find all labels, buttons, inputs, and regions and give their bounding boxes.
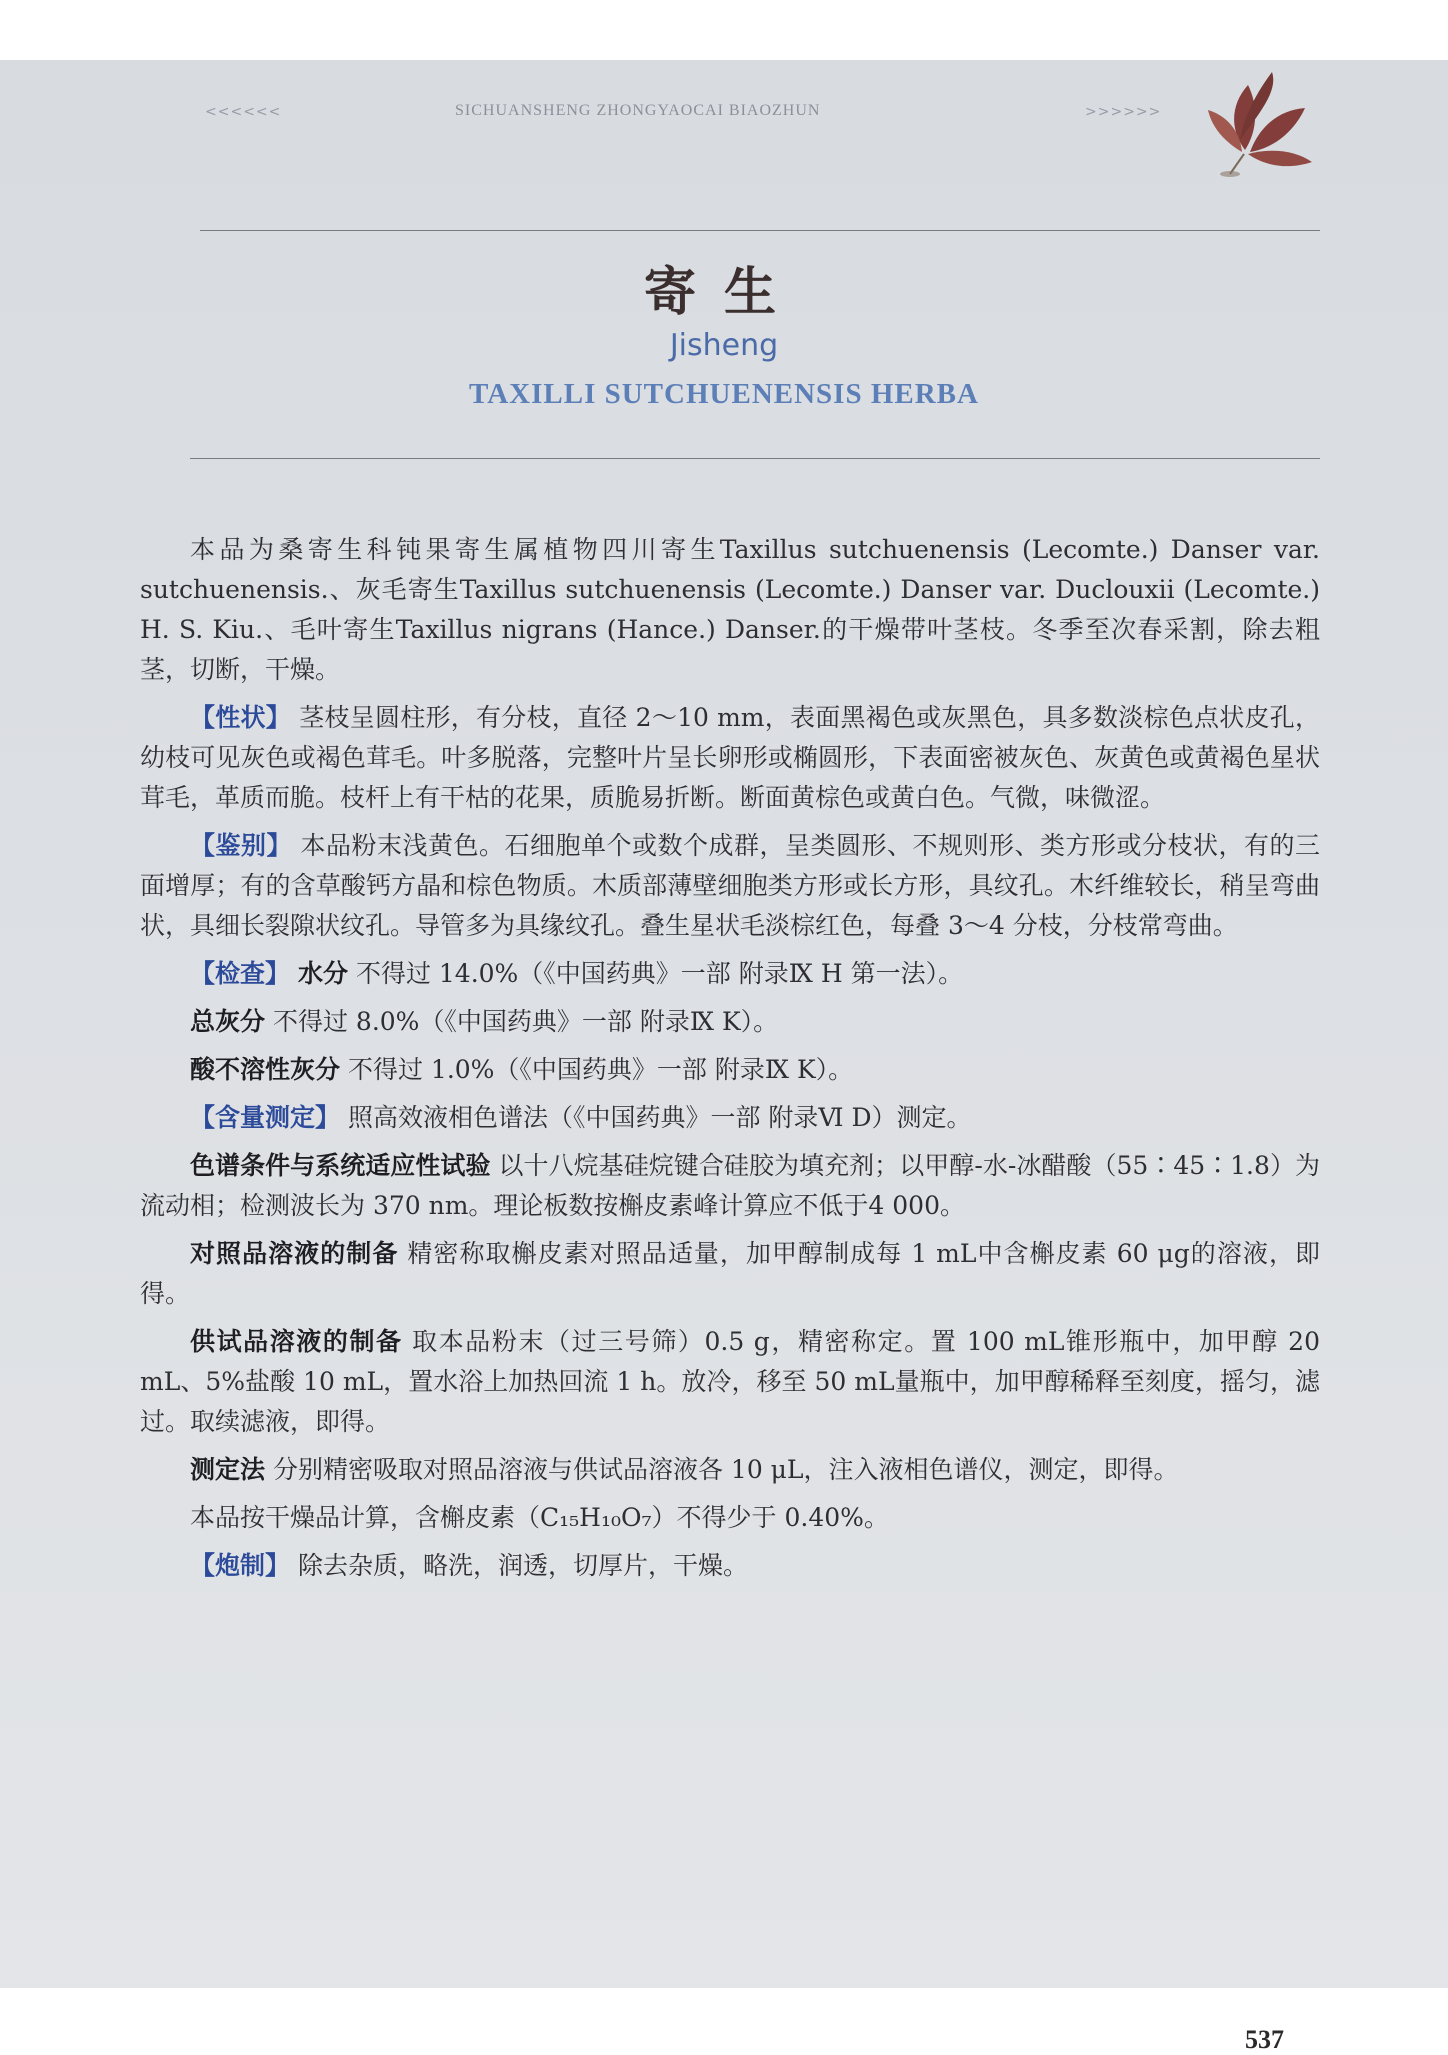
lead-reference-solution: 对照品溶液的制备 <box>190 1239 399 1268</box>
leaf-logo-icon <box>1200 70 1320 180</box>
running-title: SICHUANSHENG ZHONGYAOCAI BIAOZHUN <box>455 102 821 119</box>
page-title-pinyin: Jisheng <box>669 328 779 363</box>
paragraph-text: 以十八烷基硅烷键合硅胶为填充剂；以甲醇-水-冰醋酸（55∶45∶1.8）为流动相；检测波长为 370 nm。理论板数按槲皮素峰计算应不低于4 000。 <box>140 1151 1320 1220</box>
lead-test-solution: 供试品溶液的制备 <box>190 1327 403 1356</box>
top-rule <box>200 230 1320 231</box>
lead-acid-insoluble-ash: 酸不溶性灰分 <box>190 1055 341 1084</box>
page-number: 537 <box>1245 2025 1284 2054</box>
paragraph-text: 不得过 14.0%（《中国药典》一部 附录Ⅸ H 第一法）。 <box>355 959 964 988</box>
lead-procedure: 测定法 <box>190 1455 266 1484</box>
paragraph-text: 本品粉末浅黄色。石细胞单个或数个成群，呈类圆形、不规则形、类方形或分枝状，有的三面增厚；有的含草酸钙方晶和棕色物质。木质部薄壁细胞类方形或长方形，具纹孔。木纤维较长，稍呈弯曲状，具细长裂隙状纹孔。导管多为具缘纹孔。叠生星状毛淡棕红色，每叠 3～4 分枝，分枝常弯曲。 <box>140 831 1320 940</box>
acid-insoluble-ash-paragraph <box>140 1050 1320 1090</box>
assay-paragraph <box>140 1098 1320 1138</box>
lead-moisture: 水分 <box>297 959 348 988</box>
paragraph-text: 精密称取槲皮素对照品适量，加甲醇制成每 1 mL中含槲皮素 60 μg的溶液，即得。 <box>140 1239 1320 1308</box>
paragraph-text: 茎枝呈圆柱形，有分枝，直径 2～10 mm，表面黑褐色或灰黑色，具多数淡棕色点状皮孔，幼枝可见灰色或褐色茸毛。叶多脱落，完整叶片呈长卵形或椭圆形，下表面密被灰色、灰黄色或黄褐色星状茸毛，革质而脆。枝杆上有干枯的花果，质脆易折断。断面黄棕色或黄白色。气微，味微涩。 <box>140 703 1320 812</box>
page-title-latin: TAXILLI SUTCHUENENSIS HERBA <box>469 378 979 410</box>
section-head-assay: 【含量测定】 <box>190 1103 341 1132</box>
total-ash-paragraph <box>140 1002 1320 1042</box>
book-page <box>0 60 1448 2054</box>
section-head-description: 【性状】 <box>190 703 292 732</box>
lead-chromatographic-conditions: 色谱条件与系统适应性试验 <box>190 1151 491 1180</box>
section-head-processing: 【炮制】 <box>190 1551 291 1580</box>
monograph-body <box>140 530 1320 1594</box>
header-left-mark: <<<<<< <box>205 104 282 120</box>
intro-paragraph <box>140 530 1320 690</box>
processing-paragraph <box>140 1546 1320 1586</box>
procedure-paragraph <box>140 1450 1320 1490</box>
paragraph-text: 取本品粉末（过三号筛）0.5 g，精密称定。置 100 mL锥形瓶中，加甲醇 20 mL、5%盐酸 10 mL，置水浴上加热回流 1 h。放冷，移至 50 mL量瓶中，加甲醇稀释至刻度，摇匀，滤过。取续滤液，即得。 <box>140 1327 1320 1436</box>
paragraph-text: 分别精密吸取对照品溶液与供试品溶液各 10 μL，注入液相色谱仪，测定，即得。 <box>272 1455 1179 1484</box>
identification-paragraph <box>140 826 1320 946</box>
paragraph-text: 本品为桑寄生科钝果寄生属植物四川寄生Taxillus sutchuenensis (Lecomte.) Danser var. sutchuenensis.、灰毛寄生Taxillus sutchuenensis (Lecomte.) Danser var. Duclouxii (Lecomte.) H. S. Kiu.、毛叶寄生Taxillus nigrans (Hance.) Danser.的干燥带叶茎枝。冬季至次春采割，除去粗茎，切断，干燥。 <box>140 535 1320 684</box>
paragraph-text: 除去杂质，略洗，润透，切厚片，干燥。 <box>297 1551 748 1580</box>
paragraph-text: 照高效液相色谱法（《中国药典》一部 附录Ⅵ D）测定。 <box>347 1103 972 1132</box>
test-solution-paragraph <box>140 1322 1320 1442</box>
page-title-chinese: 寄生 <box>643 262 804 323</box>
title-rule <box>190 458 1320 459</box>
paragraph-text: 不得过 1.0%（《中国药典》一部 附录Ⅸ K）。 <box>347 1055 854 1084</box>
check-moisture-paragraph <box>140 954 1320 994</box>
section-head-check: 【检查】 <box>190 959 291 988</box>
section-head-identification: 【鉴别】 <box>190 831 293 860</box>
description-paragraph <box>140 698 1320 818</box>
reference-solution-paragraph <box>140 1234 1320 1314</box>
header-right-mark: >>>>>> <box>1085 104 1162 120</box>
content-limit-paragraph <box>140 1498 1320 1538</box>
chromatographic-conditions-paragraph <box>140 1146 1320 1226</box>
lead-total-ash: 总灰分 <box>190 1007 266 1036</box>
paragraph-text: 不得过 8.0%（《中国药典》一部 附录Ⅸ K）。 <box>272 1007 779 1036</box>
paragraph-text: 本品按干燥品计算，含槲皮素（C₁₅H₁₀O₇）不得少于 0.40%。 <box>190 1503 889 1532</box>
